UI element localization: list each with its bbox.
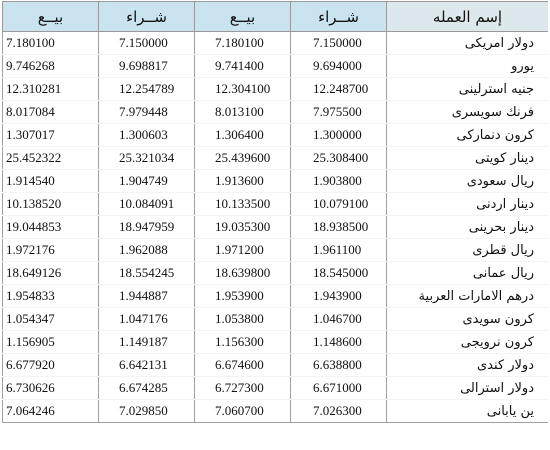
buy-cash-cell: 6.671000: [291, 377, 387, 400]
sell-transfer-cell: 6.677920: [3, 354, 99, 377]
sell-cash-cell: 1.913600: [195, 170, 291, 193]
sell-transfer-cell: 1.914540: [3, 170, 99, 193]
sell-transfer-cell: 9.746268: [3, 55, 99, 78]
sell-cash-cell: 1.156300: [195, 331, 291, 354]
header-buy-cash: شــراء: [291, 2, 387, 32]
buy-transfer-cell: 6.642131: [99, 354, 195, 377]
buy-transfer-cell: 1.904749: [99, 170, 195, 193]
currency-name-cell: دولار كندى: [387, 354, 549, 377]
table-row: [3, 331, 549, 354]
buy-transfer-cell: 6.674285: [99, 377, 195, 400]
header-sell-cash: بيــع: [195, 2, 291, 32]
currency-name-cell: يورو: [387, 55, 549, 78]
sell-transfer-cell: 1.972176: [3, 239, 99, 262]
sell-cash-cell: 18.639800: [195, 262, 291, 285]
table-row: [3, 239, 549, 262]
sell-cash-cell: 7.180100: [195, 32, 291, 55]
currency-name-cell: فرنك سويسرى: [387, 101, 549, 124]
sell-transfer-cell: 12.310281: [3, 78, 99, 101]
sell-cash-cell: 8.013100: [195, 101, 291, 124]
buy-transfer-cell: 18.947959: [99, 216, 195, 239]
table-row: [3, 147, 549, 170]
buy-transfer-cell: 7.029850: [99, 400, 195, 423]
buy-transfer-cell: 7.979448: [99, 101, 195, 124]
sell-cash-cell: 1.953900: [195, 285, 291, 308]
sell-transfer-cell: 8.017084: [3, 101, 99, 124]
currency-name-cell: دولار امريكى: [387, 32, 549, 55]
sell-cash-cell: 9.741400: [195, 55, 291, 78]
sell-cash-cell: 25.439600: [195, 147, 291, 170]
currency-name-cell: ريال عمانى: [387, 262, 549, 285]
table-row: [3, 101, 549, 124]
buy-cash-cell: 10.079100: [291, 193, 387, 216]
sell-transfer-cell: 19.044853: [3, 216, 99, 239]
buy-transfer-cell: 1.962088: [99, 239, 195, 262]
table-row: [3, 308, 549, 331]
buy-transfer-cell: 25.321034: [99, 147, 195, 170]
currency-name-cell: كرون نرويجى: [387, 331, 549, 354]
table-row: [3, 400, 549, 423]
sell-cash-cell: 1.306400: [195, 124, 291, 147]
sell-transfer-cell: 1.156905: [3, 331, 99, 354]
table-row: [3, 170, 549, 193]
header-buy-transfer: شــراء: [99, 2, 195, 32]
table-row: [3, 216, 549, 239]
sell-transfer-cell: 10.138520: [3, 193, 99, 216]
header-currency-name: إسم العمله: [387, 2, 549, 32]
buy-cash-cell: 7.150000: [291, 32, 387, 55]
currency-name-cell: دينار بحرينى: [387, 216, 549, 239]
buy-cash-cell: 9.694000: [291, 55, 387, 78]
exchange-rates-table: [2, 1, 548, 423]
sell-transfer-cell: 7.180100: [3, 32, 99, 55]
buy-cash-cell: 1.046700: [291, 308, 387, 331]
sell-transfer-cell: 1.954833: [3, 285, 99, 308]
buy-cash-cell: 12.248700: [291, 78, 387, 101]
table-row: [3, 262, 549, 285]
sell-cash-cell: 6.727300: [195, 377, 291, 400]
buy-transfer-cell: 1.300603: [99, 124, 195, 147]
sell-transfer-cell: 1.307017: [3, 124, 99, 147]
currency-name-cell: درهم الامارات العربية: [387, 285, 549, 308]
currency-name-cell: كرون دنماركى: [387, 124, 549, 147]
sell-cash-cell: 10.133500: [195, 193, 291, 216]
table-row: [3, 124, 549, 147]
buy-cash-cell: 1.148600: [291, 331, 387, 354]
currency-name-cell: دولار استرالى: [387, 377, 549, 400]
sell-cash-cell: 1.971200: [195, 239, 291, 262]
sell-cash-cell: 19.035300: [195, 216, 291, 239]
table-row: [3, 285, 549, 308]
buy-cash-cell: 1.300000: [291, 124, 387, 147]
table-header-row: [3, 2, 549, 32]
sell-cash-cell: 7.060700: [195, 400, 291, 423]
table-row: [3, 354, 549, 377]
sell-transfer-cell: 7.064246: [3, 400, 99, 423]
table-row: [3, 377, 549, 400]
buy-cash-cell: 6.638800: [291, 354, 387, 377]
buy-transfer-cell: 9.698817: [99, 55, 195, 78]
buy-cash-cell: 25.308400: [291, 147, 387, 170]
sell-transfer-cell: 6.730626: [3, 377, 99, 400]
buy-transfer-cell: 1.944887: [99, 285, 195, 308]
sell-transfer-cell: 25.452322: [3, 147, 99, 170]
buy-cash-cell: 18.545000: [291, 262, 387, 285]
header-sell-transfer: بيــع: [3, 2, 99, 32]
table-row: [3, 193, 549, 216]
buy-transfer-cell: 18.554245: [99, 262, 195, 285]
currency-name-cell: دينار اردنى: [387, 193, 549, 216]
buy-transfer-cell: 10.084091: [99, 193, 195, 216]
sell-transfer-cell: 18.649126: [3, 262, 99, 285]
buy-cash-cell: 1.903800: [291, 170, 387, 193]
sell-cash-cell: 1.053800: [195, 308, 291, 331]
sell-transfer-cell: 1.054347: [3, 308, 99, 331]
buy-cash-cell: 7.026300: [291, 400, 387, 423]
sell-cash-cell: 6.674600: [195, 354, 291, 377]
currency-name-cell: ين يابانى: [387, 400, 549, 423]
exchange-rates-container: [2, 1, 548, 446]
buy-cash-cell: 7.975500: [291, 101, 387, 124]
currency-name-cell: ريال سعودى: [387, 170, 549, 193]
sell-cash-cell: 12.304100: [195, 78, 291, 101]
currency-name-cell: ريال قطرى: [387, 239, 549, 262]
buy-transfer-cell: 1.149187: [99, 331, 195, 354]
buy-transfer-cell: 1.047176: [99, 308, 195, 331]
currency-name-cell: كرون سويدى: [387, 308, 549, 331]
currency-name-cell: جنيه استرلينى: [387, 78, 549, 101]
buy-cash-cell: 1.961100: [291, 239, 387, 262]
buy-transfer-cell: 12.254789: [99, 78, 195, 101]
buy-cash-cell: 18.938500: [291, 216, 387, 239]
currency-name-cell: دينار كويتى: [387, 147, 549, 170]
table-row: [3, 55, 549, 78]
buy-transfer-cell: 7.150000: [99, 32, 195, 55]
buy-cash-cell: 1.943900: [291, 285, 387, 308]
table-row: [3, 78, 549, 101]
table-row: [3, 32, 549, 55]
